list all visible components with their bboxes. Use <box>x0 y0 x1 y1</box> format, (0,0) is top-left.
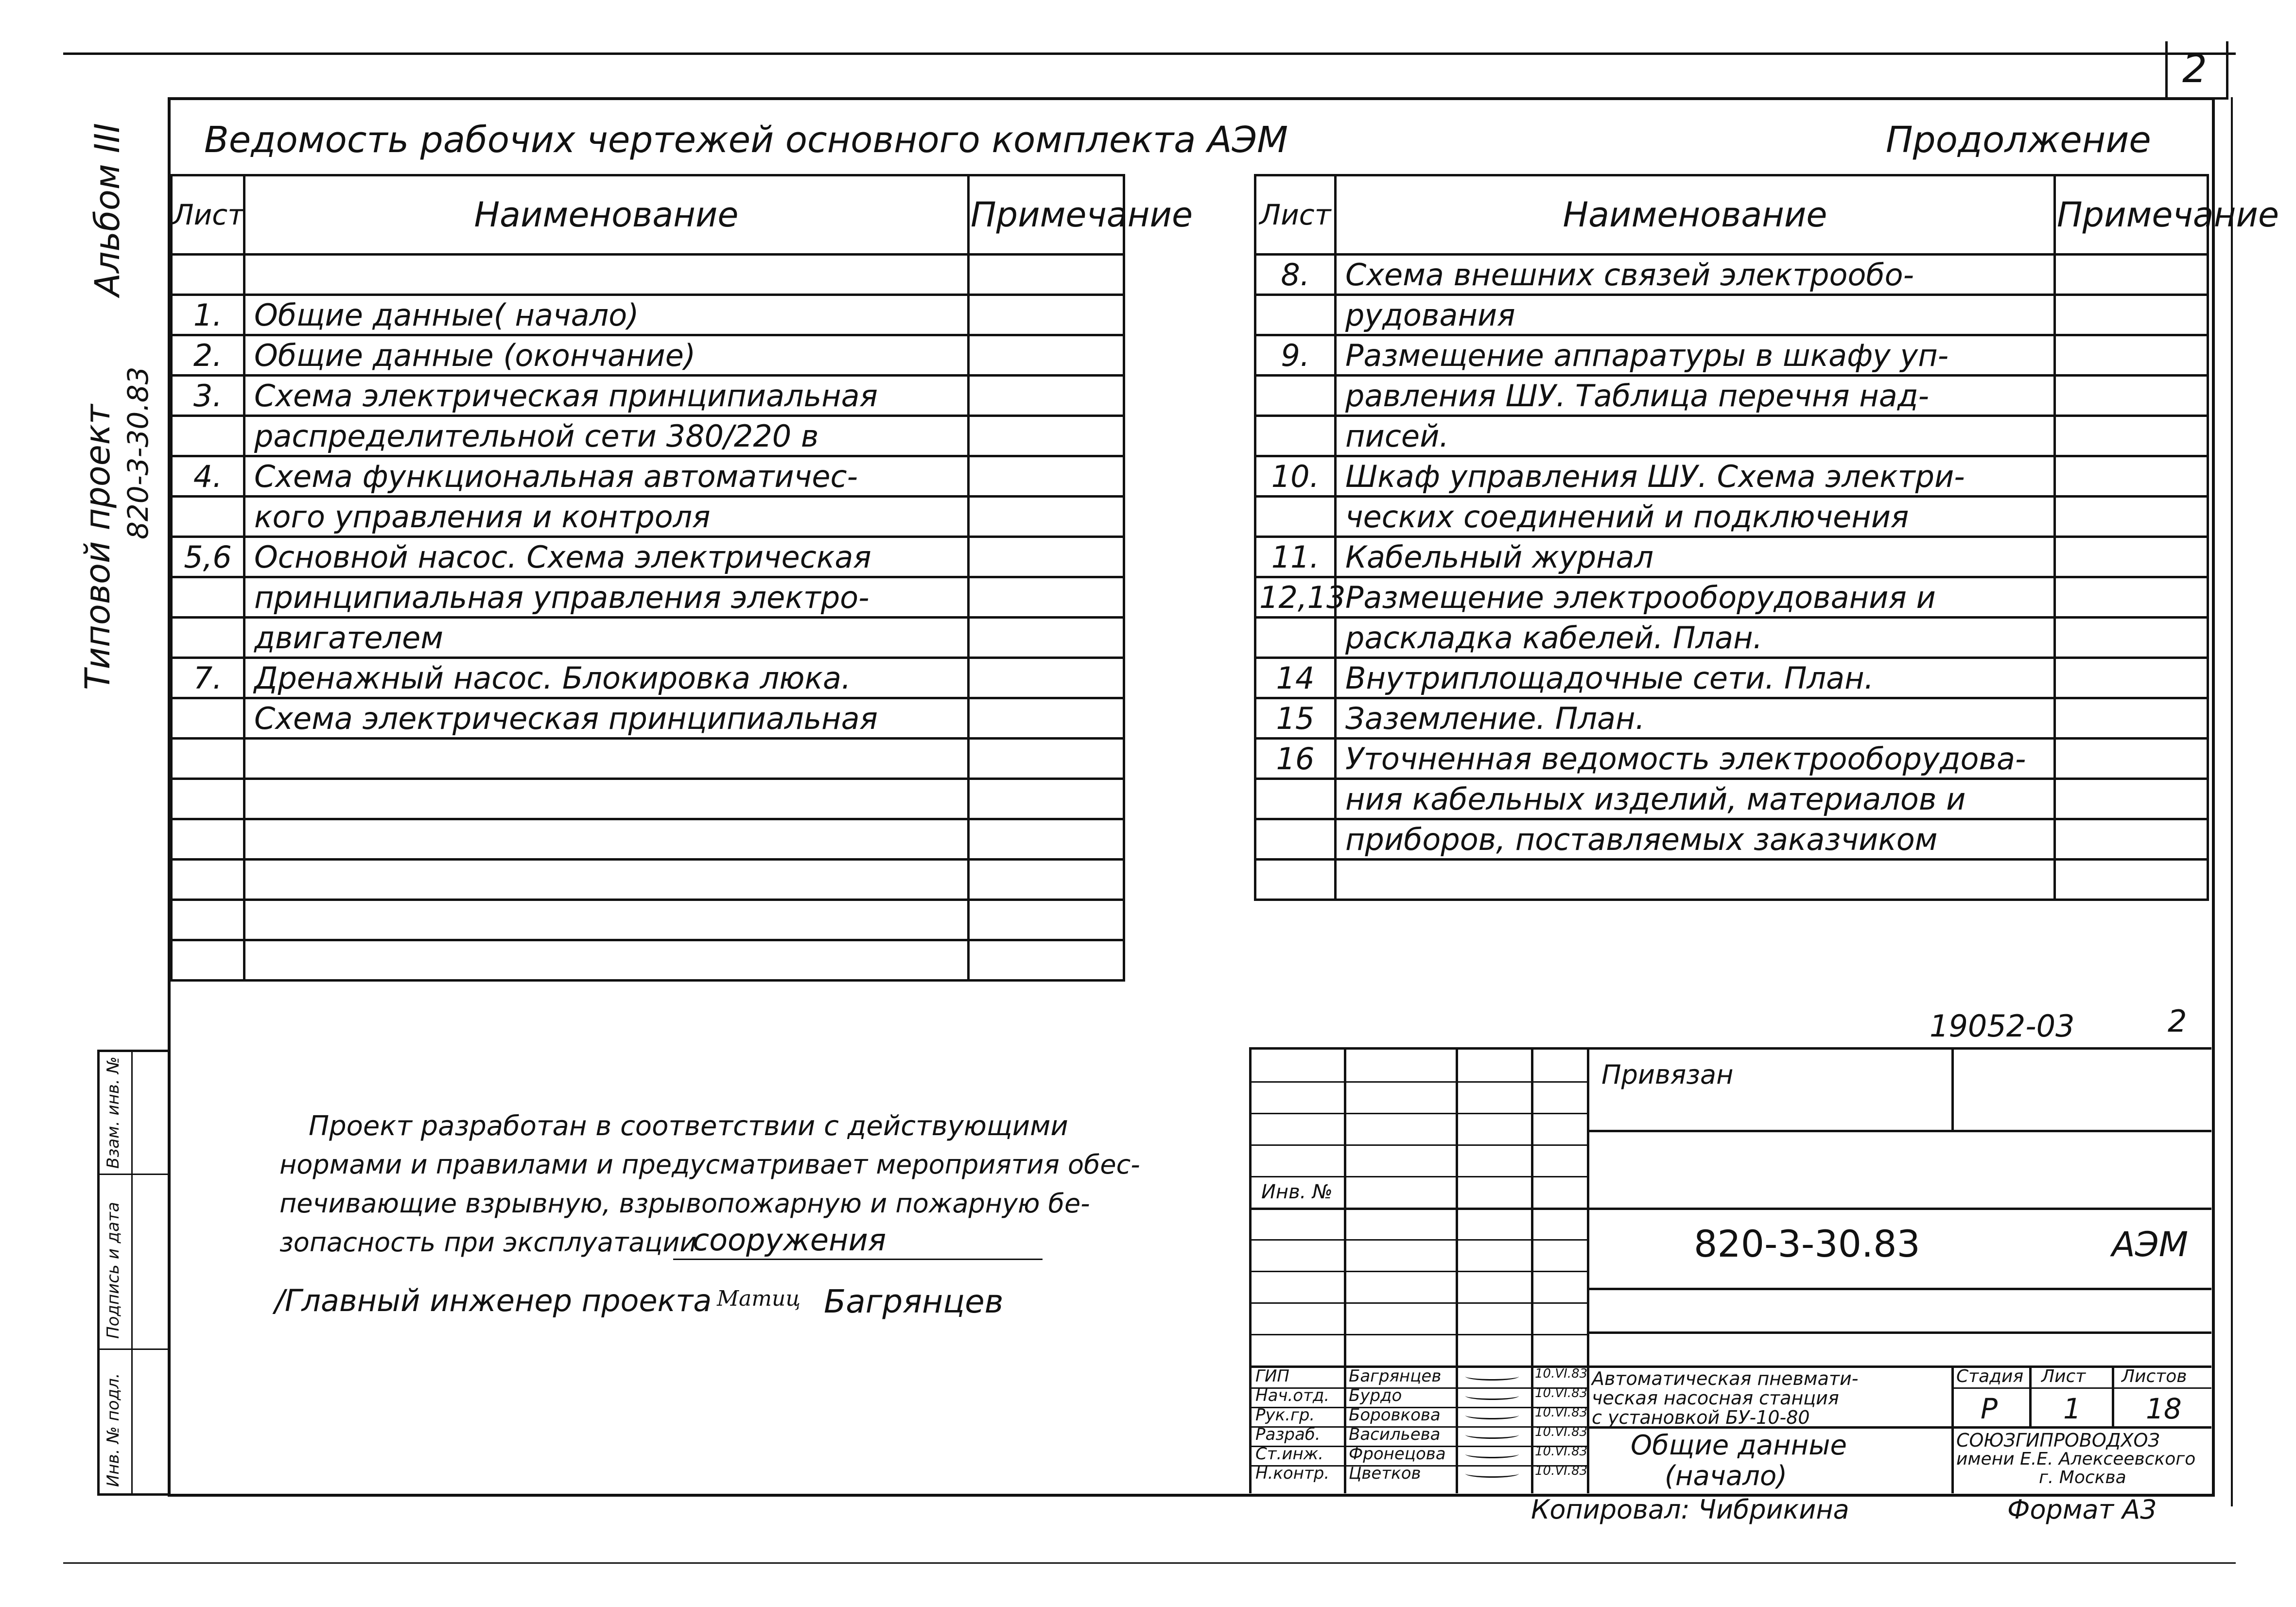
right_table-row-sheet: 11. <box>1255 537 1336 577</box>
left_table-row <box>172 940 1124 981</box>
right_table-row <box>1255 658 2208 698</box>
left_table-row <box>172 497 1124 537</box>
right_table-row-note <box>2055 739 2208 779</box>
right_table-row <box>1255 819 2208 860</box>
right_table-row-note <box>2055 416 2208 456</box>
staff-name: Фронецова <box>1349 1444 1446 1464</box>
staff-date: 10.VI.83 <box>1535 1464 1588 1478</box>
right_table-row <box>1255 860 2208 900</box>
right_table-row <box>1255 335 2208 376</box>
left_table-row-name <box>244 779 969 819</box>
staff-name: Бурдо <box>1349 1386 1402 1405</box>
left-table-header <box>172 175 1124 255</box>
statement-engineer-label: /Главный инженер проекта <box>275 1283 712 1318</box>
staff-date: 10.VI.83 <box>1535 1366 1588 1381</box>
staff-signature <box>1465 1372 1519 1381</box>
right_table-row-name: писей. <box>1336 416 2055 456</box>
organization-3: г. Москва <box>2039 1468 2126 1487</box>
left_table-row <box>172 255 1124 295</box>
statement-underline <box>673 1259 1043 1260</box>
right_table-row <box>1255 618 2208 658</box>
left_table-row <box>172 698 1124 739</box>
left_table-row-name: Схема электрическая принципиальная <box>244 698 969 739</box>
left_table-row <box>172 335 1124 376</box>
statement-box <box>265 1096 1140 1339</box>
right_table-row-sheet <box>1255 376 1336 416</box>
right_table-row <box>1255 739 2208 779</box>
staff-role: ГИП <box>1255 1366 1289 1386</box>
left-header-note: Примечание <box>969 175 1124 255</box>
right_table-row-name: равления ШУ. Таблица перечня над- <box>1336 376 2055 416</box>
staff-role: Ст.инж. <box>1255 1444 1324 1464</box>
right_table-row <box>1255 698 2208 739</box>
right_table-row-sheet: 12,13 <box>1255 577 1336 618</box>
doc-code: 820-3-30.83 <box>1694 1222 1920 1265</box>
right_table-row-name: приборов, поставляемых заказчиком <box>1336 819 2055 860</box>
side-box-replaced-inv: Взам. инв. № <box>104 1056 123 1169</box>
right_table-row-name: Заземление. План. <box>1336 698 2055 739</box>
right-table-header <box>1255 175 2208 255</box>
left_table-row-sheet <box>172 940 244 981</box>
left-table <box>170 174 1193 982</box>
right_table-row-sheet <box>1255 416 1336 456</box>
statement-object: сооружения <box>693 1222 887 1258</box>
right_table-row-note <box>2055 376 2208 416</box>
right_table-row <box>1255 779 2208 819</box>
sheets-value: 18 <box>2146 1392 2182 1425</box>
left_table-row-name: принципиальная управления электро- <box>244 577 969 618</box>
left_table-row-sheet <box>172 860 244 900</box>
left_table-row-sheet <box>172 779 244 819</box>
right_table-row-name: раскладка кабелей. План. <box>1336 618 2055 658</box>
right_table-row <box>1255 376 2208 416</box>
statement-line-2: нормами и правилами и предусматривает мероприятия обес- <box>279 1149 1140 1180</box>
left_table-row <box>172 577 1124 618</box>
right_table-row-note <box>2055 497 2208 537</box>
left_table-row-sheet: 1. <box>172 295 244 335</box>
right_table-row-name: Шкаф управления ШУ. Схема электри- <box>1336 456 2055 497</box>
sheet-value: 1 <box>2063 1392 2081 1425</box>
right_table-row-name: рудования <box>1336 295 2055 335</box>
page-number: 2 <box>2182 46 2207 91</box>
title-block <box>1249 1047 2211 1493</box>
right_table-row-sheet <box>1255 295 1336 335</box>
right_table-row-name <box>1336 860 2055 900</box>
left_table-row-name <box>244 900 969 940</box>
left-header-sheet: Лист <box>172 175 244 255</box>
left_table-row <box>172 618 1124 658</box>
frame-right-ext <box>2231 97 2233 1506</box>
page-bottom-rule <box>63 1562 2236 1564</box>
left_table-row-note <box>969 739 1124 779</box>
staff-signature <box>1465 1450 1519 1458</box>
left_table-row-note <box>969 900 1124 940</box>
left_table-row <box>172 739 1124 779</box>
copied-by: Копировал: Чибрикина <box>1531 1494 1849 1525</box>
left_table-row-sheet: 4. <box>172 456 244 497</box>
right_table-row-sheet: 15 <box>1255 698 1336 739</box>
right_table-row-name: ческих соединений и подключения <box>1336 497 2055 537</box>
stage-value: Р <box>1981 1392 1998 1425</box>
right_table-row-name: Размещение аппаратуры в шкафу уп- <box>1336 335 2055 376</box>
left_table-row-name: Основной насос. Схема электрическая <box>244 537 969 577</box>
staff-date: 10.VI.83 <box>1535 1425 1588 1439</box>
object-name-1: Автоматическая пневмати- <box>1592 1368 1859 1389</box>
sheet-header: Лист <box>2041 1366 2086 1386</box>
left_table-row-note <box>969 456 1124 497</box>
inv-label: Инв. № <box>1261 1181 1333 1203</box>
right-table <box>1254 174 2279 901</box>
left-header-name: Наименование <box>244 175 969 255</box>
right-header-note: Примечание <box>2055 175 2208 255</box>
album-label: Альбом III <box>87 123 127 296</box>
right-table-title: Продолжение <box>1886 119 2151 161</box>
staff-date: 10.VI.83 <box>1535 1444 1588 1459</box>
left_table-row-name: двигателем <box>244 618 969 658</box>
left_table-row <box>172 819 1124 860</box>
left_table-row <box>172 416 1124 456</box>
left_table-row-note <box>969 335 1124 376</box>
staff-name: Багрянцев <box>1349 1366 1442 1386</box>
statement-line-4: зопасность при эксплуатации <box>279 1227 697 1258</box>
left_table-row-note <box>969 416 1124 456</box>
left_table-row-note <box>969 577 1124 618</box>
left_table-row-note <box>969 255 1124 295</box>
statement-engineer-name: Багрянцев <box>824 1283 1004 1320</box>
left_table-row-name: Схема электрическая принципиальная <box>244 376 969 416</box>
right_table-row-note <box>2055 255 2208 295</box>
staff-signature <box>1465 1392 1519 1400</box>
right_table-row-name: Внутриплощадочные сети. План. <box>1336 658 2055 698</box>
staff-signature <box>1465 1469 1519 1478</box>
staff-date: 10.VI.83 <box>1535 1386 1588 1400</box>
sheets-header: Листов <box>2122 1366 2187 1386</box>
left_table-row-note <box>969 537 1124 577</box>
right_table-row <box>1255 577 2208 618</box>
left_table-row-name <box>244 940 969 981</box>
right_table-row-note <box>2055 698 2208 739</box>
left_table-row-name: Схема функциональная автоматичес- <box>244 456 969 497</box>
side-box-original-inv: Инв. № подл. <box>104 1373 123 1487</box>
project-code: 820-3-30.83 <box>122 366 155 539</box>
staff-signature <box>1465 1431 1519 1439</box>
left_table-row-name: кого управления и контроля <box>244 497 969 537</box>
left_table-row <box>172 779 1124 819</box>
right_table-row <box>1255 456 2208 497</box>
left_table-row <box>172 658 1124 698</box>
left_table-row-sheet <box>172 416 244 456</box>
left_table-row-sheet <box>172 497 244 537</box>
left_table-row-sheet <box>172 900 244 940</box>
right_table-row-note <box>2055 819 2208 860</box>
left_table-row <box>172 295 1124 335</box>
left_table-row-note <box>969 940 1124 981</box>
order-number: 19052-03 <box>1930 1008 2075 1044</box>
left_table-row-note <box>969 779 1124 819</box>
statement-line-3: печивающие взрывную, взрывопожарную и пожарную бе- <box>279 1188 1090 1219</box>
right_table-row-note <box>2055 658 2208 698</box>
right_table-row-name: Размещение электрооборудования и <box>1336 577 2055 618</box>
paper-format: Формат А3 <box>2007 1494 2157 1525</box>
left-table-title: Ведомость рабочих чертежей основного комплекта АЭМ <box>204 119 1288 161</box>
left_table-row <box>172 456 1124 497</box>
staff-role: Рук.гр. <box>1255 1405 1315 1425</box>
left_table-row-sheet <box>172 819 244 860</box>
left_table-row-name: Общие данные( начало) <box>244 295 969 335</box>
organization-2: имени Е.Е. Алексеевского <box>1956 1449 2196 1469</box>
right_table-row-name: Кабельный журнал <box>1336 537 2055 577</box>
side-boxes <box>97 1050 170 1496</box>
right_table-row-sheet <box>1255 618 1336 658</box>
staff-role: Разраб. <box>1255 1425 1321 1444</box>
right_table-row-note <box>2055 295 2208 335</box>
side-box-signature-date: Подпись и дата <box>104 1202 123 1339</box>
staff-name: Цветков <box>1349 1464 1421 1483</box>
left_table-row <box>172 537 1124 577</box>
stage-header: Стадия <box>1956 1366 2024 1386</box>
right-header-sheet: Лист <box>1255 175 1336 255</box>
object-name-2: ческая насосная станция <box>1592 1387 1839 1409</box>
left_table-row-note <box>969 698 1124 739</box>
order-sheet: 2 <box>2168 1003 2187 1039</box>
right_table-row-note <box>2055 779 2208 819</box>
right_table-row-sheet: 8. <box>1255 255 1336 295</box>
doc-mark: АЭМ <box>2112 1225 2189 1264</box>
right_table-row <box>1255 537 2208 577</box>
right_table-row-name: Уточненная ведомость электрооборудова- <box>1336 739 2055 779</box>
left_table-row-name: распределительной сети 380/220 в <box>244 416 969 456</box>
right_table-row-name: ния кабельных изделий, материалов и <box>1336 779 2055 819</box>
sheet-title-2: (начало) <box>1665 1460 1788 1492</box>
right_table-row-sheet: 10. <box>1255 456 1336 497</box>
staff-role: Нач.отд. <box>1255 1386 1330 1405</box>
page-top-rule <box>63 52 2236 55</box>
right_table-row-note <box>2055 860 2208 900</box>
left_table-row-note <box>969 860 1124 900</box>
left_table-row-sheet: 3. <box>172 376 244 416</box>
left_table-row-name <box>244 255 969 295</box>
staff-name: Васильева <box>1349 1425 1441 1444</box>
right_table-row-note <box>2055 537 2208 577</box>
left_table-row-sheet: 2. <box>172 335 244 376</box>
left_table-row-name <box>244 860 969 900</box>
right_table-row <box>1255 295 2208 335</box>
left_table-row-sheet <box>172 698 244 739</box>
right_table-row-sheet <box>1255 860 1336 900</box>
right_table-row-note <box>2055 335 2208 376</box>
left_table-row-note <box>969 618 1124 658</box>
right_table-row <box>1255 416 2208 456</box>
linked-label: Привязан <box>1601 1059 1734 1090</box>
staff-name: Боровкова <box>1349 1405 1441 1425</box>
right_table-row-note <box>2055 577 2208 618</box>
right_table-row-name: Схема внешних связей электрообо- <box>1336 255 2055 295</box>
staff-role: Н.контр. <box>1255 1464 1330 1483</box>
right_table-row-note <box>2055 618 2208 658</box>
right-header-name: Наименование <box>1336 175 2055 255</box>
left_table-row-name <box>244 819 969 860</box>
project-title: Типовой проект <box>78 404 118 690</box>
organization-1: СОЮЗГИПРОВОДХОЗ <box>1956 1430 2160 1451</box>
right_table-row-sheet <box>1255 779 1336 819</box>
right_table-row-sheet: 9. <box>1255 335 1336 376</box>
statement-line-1: Проект разработан в соответствии с действующими <box>309 1110 1068 1142</box>
left_table-row-note <box>969 497 1124 537</box>
left_table-row-note <box>969 295 1124 335</box>
left_table-row-sheet <box>172 618 244 658</box>
left_table-row-name: Общие данные (окончание) <box>244 335 969 376</box>
left_table-row-sheet: 5,6 <box>172 537 244 577</box>
right_table-row <box>1255 255 2208 295</box>
page-number-box <box>2165 41 2228 100</box>
left_table-row-sheet: 7. <box>172 658 244 698</box>
right_table-row-sheet: 16 <box>1255 739 1336 779</box>
left_table-row-sheet <box>172 255 244 295</box>
right_table-row-sheet <box>1255 819 1336 860</box>
left_table-row-sheet <box>172 739 244 779</box>
left_table-row-note <box>969 819 1124 860</box>
left_table-row-name <box>244 739 969 779</box>
left_table-row <box>172 860 1124 900</box>
sheet-title-1: Общие данные <box>1631 1430 1847 1461</box>
statement-engineer-signature: Матиц <box>717 1286 801 1311</box>
right_table-row <box>1255 497 2208 537</box>
left_table-row <box>172 900 1124 940</box>
object-name-3: с установкой БУ-10-80 <box>1592 1407 1810 1428</box>
staff-date: 10.VI.83 <box>1535 1405 1588 1420</box>
left_table-row-note <box>969 658 1124 698</box>
left_table-row-name: Дренажный насос. Блокировка люка. <box>244 658 969 698</box>
staff-signature <box>1465 1411 1519 1419</box>
right_table-row-note <box>2055 456 2208 497</box>
right_table-row-sheet <box>1255 497 1336 537</box>
right_table-row-sheet: 14 <box>1255 658 1336 698</box>
left_table-row <box>172 376 1124 416</box>
left_table-row-sheet <box>172 577 244 618</box>
left_table-row-note <box>969 376 1124 416</box>
